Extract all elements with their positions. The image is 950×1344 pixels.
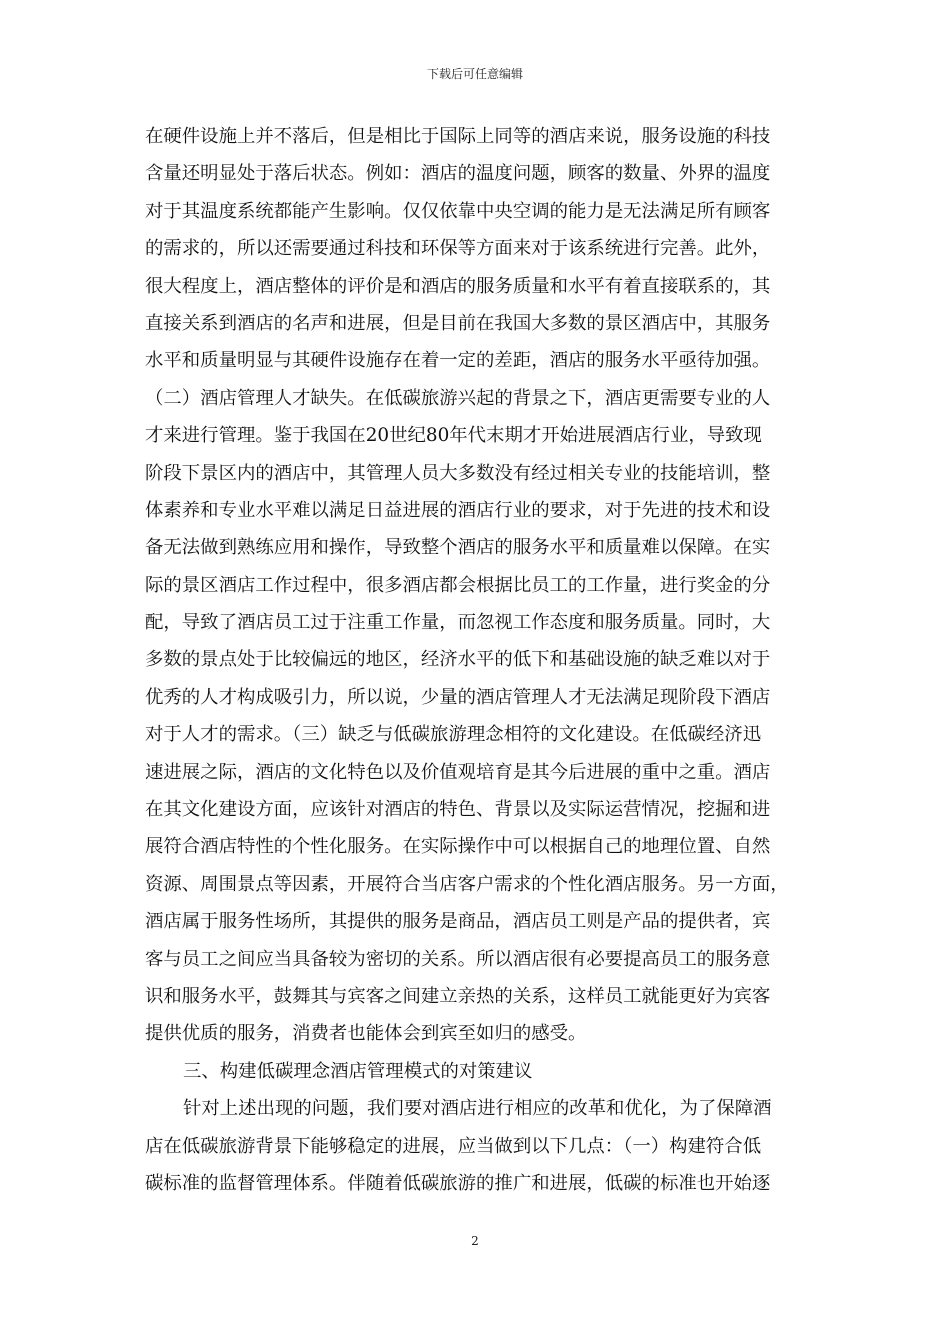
text-line: 对于人才的需求。（三）缺乏与低碳旅游理念相符的文化建设。在低碳经济迅 (145, 724, 762, 746)
text-line: 际的景区酒店工作过程中，很多酒店都会根据比员工的工作量，进行奖金的分 (145, 574, 771, 596)
text-line: 水平和质量明显与其硬件设施存在着一定的差距，酒店的服务水平亟待加强。 (145, 350, 771, 372)
text-line: 才来进行管理。鉴于我国在20世纪80年代末期才开始进展酒店行业，导致现 (145, 425, 762, 447)
text-line: 优秀的人才构成吸引力，所以说，少量的酒店管理人才无法满足现阶段下酒店 (145, 686, 771, 708)
text-line: 体素养和专业水平难以满足日益进展的酒店行业的要求，对于先进的技术和设 (145, 499, 771, 521)
section-heading: 三、构建低碳理念酒店管理模式的对策建议 (183, 1060, 533, 1082)
text-line: 多数的景点处于比较偏远的地区，经济水平的低下和基础设施的缺乏难以对于 (145, 649, 771, 671)
text-line: （二）酒店管理人才缺失。在低碳旅游兴起的背景之下，酒店更需要专业的人 (145, 387, 771, 409)
text-line: 针对上述出现的问题，我们要对酒店进行相应的改革和优化，为了保障酒 (183, 1098, 772, 1120)
text-line: 速进展之际，酒店的文化特色以及价值观培育是其今后进展的重中之重。酒店 (145, 761, 771, 783)
text-line: 酒店属于服务性场所，其提供的服务是商品，酒店员工则是产品的提供者，宾 (145, 911, 771, 933)
text-line: 含量还明显处于落后状态。例如：酒店的温度问题，顾客的数量、外界的温度 (145, 163, 771, 185)
text-line: 在其文化建设方面，应该针对酒店的特色、背景以及实际运营情况，挖掘和进 (145, 799, 771, 821)
text-line: 展符合酒店特性的个性化服务。在实际操作中可以根据自己的地理位置、自然 (145, 836, 771, 858)
text-line: 碳标准的监督管理体系。伴随着低碳旅游的推广和进展，低碳的标准也开始逐 (145, 1172, 771, 1194)
page-number: 2 (471, 1234, 479, 1248)
text-line: 对于其温度系统都能产生影响。仅仅依靠中央空调的能力是无法满足所有顾客 (145, 200, 771, 222)
text-line: 客与员工之间应当具备较为密切的关系。所以酒店很有必要提高员工的服务意 (145, 948, 771, 970)
text-line: 配，导致了酒店员工过于注重工作量，而忽视工作态度和服务质量。同时，大 (145, 612, 771, 634)
text-line: 资源、周围景点等因素，开展符合当店客户需求的个性化酒店服务。另一方面， (145, 873, 789, 895)
body-text (145, 118, 805, 1202)
text-line: 直接关系到酒店的名声和进展，但是目前在我国大多数的景区酒店中，其服务 (145, 312, 771, 334)
text-line: 阶段下景区内的酒店中，其管理人员大多数没有经过相关专业的技能培训，整 (145, 462, 771, 484)
page-header-note: 下载后可任意编辑 (426, 67, 523, 81)
text-line: 很大程度上，酒店整体的评价是和酒店的服务质量和水平有着直接联系的，其 (145, 275, 771, 297)
text-line: 在硬件设施上并不落后，但是相比于国际上同等的酒店来说，服务设施的科技 (145, 126, 771, 147)
text-line: 提供优质的服务，消费者也能体会到宾至如归的感受。 (145, 1023, 587, 1045)
text-line: 的需求的，所以还需要通过科技和环保等方面来对于该系统进行完善。此外， (145, 238, 771, 260)
text-line: 识和服务水平，鼓舞其与宾客之间建立亲热的关系，这样员工就能更好为宾客 (145, 985, 771, 1007)
text-line: 备无法做到熟练应用和操作，导致整个酒店的服务水平和质量难以保障。在实 (145, 537, 771, 559)
text-line: 店在低碳旅游背景下能够稳定的进展，应当做到以下几点：（一）构建符合低 (145, 1135, 762, 1157)
